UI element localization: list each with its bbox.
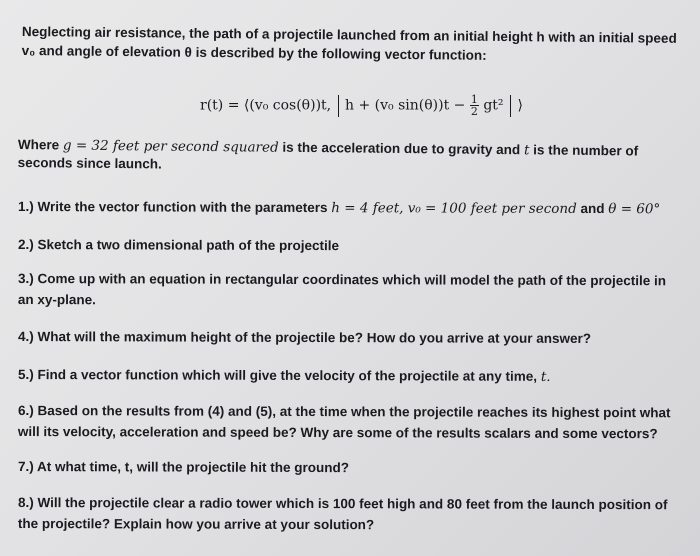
question-7-text: 7.) At what time, t, will the projectile hit the ground?: [17, 458, 350, 476]
where-paragraph: [18, 136, 688, 179]
intro-line-2: v₀ and angle of elevation θ is described by the following vector function:: [21, 42, 487, 63]
intro-paragraph: [22, 22, 692, 67]
question-8-line2: the projectile? Explain how you arrive at your solution?: [17, 515, 375, 533]
question-2-text: 2.) Sketch a two dimensional path of the projectile: [17, 236, 340, 254]
question-2: [18, 234, 688, 257]
question-3: [18, 268, 688, 312]
where-part2: is the acceleration due to gravity and: [282, 139, 521, 158]
question-1-text2: and: [580, 200, 605, 217]
question-4: [18, 326, 688, 349]
question-3-text: 3.) Come up with an equation in rectangular coordinates which will model the path of the projectile in: [17, 270, 667, 289]
question-5-text: 5.) Find a vector function which will give the velocity of the projectile at any time,: [17, 366, 538, 384]
question-7: [18, 456, 688, 479]
equation-close: ⟩: [517, 97, 523, 114]
question-1-text: 1.) Write the vector function with the parameters: [17, 198, 328, 216]
question-6-text: 6.) Based on the results from (4) and (5), at the time when the projectile reaches its highest point what: [17, 402, 671, 421]
equation-middle: h + (v₀ sin(θ))t −: [345, 97, 466, 114]
where-t-variable: t: [523, 142, 530, 159]
where-part1: Where: [17, 136, 60, 153]
question-5: [18, 364, 688, 388]
question-6: [18, 400, 688, 444]
equation-lhs: r(t) = ⟨(v₀ cos(θ))t,: [200, 97, 332, 114]
fraction-numerator: 1: [470, 93, 478, 106]
equation-bracket-right: [510, 95, 511, 117]
question-1: [18, 196, 688, 220]
question-6-line2: will its velocity, acceleration and speed be? Why are some of the results scalars and some vectors?: [17, 423, 658, 442]
where-part3: is the number of: [533, 142, 639, 159]
question-4-text: 4.) What will the maximum height of the projectile be? How do you arrive at your answer?: [17, 328, 592, 347]
question-8-text: 8.) Will the projectile clear a radio tower which is 100 feet high and 80 feet from the launch position of: [17, 494, 668, 513]
question-1-math2: θ = 60°: [608, 201, 661, 218]
where-line-2: seconds since launch.: [17, 154, 162, 172]
vector-function-equation: [200, 94, 523, 117]
equation-fraction: [470, 94, 479, 117]
question-5-math: t.: [540, 368, 551, 385]
fraction-denominator: 2: [470, 105, 478, 118]
question-3-line2: an xy-plane.: [17, 291, 96, 308]
equation-bracket-left: [338, 95, 339, 117]
intro-line-1: Neglecting air resistance, the path of a projectile launched from an initial height h with an initial speed: [21, 23, 677, 46]
question-8: [18, 492, 688, 536]
question-1-math: h = 4 feet, v₀ = 100 feet per second: [331, 200, 577, 217]
equation-tail: gt²: [483, 97, 504, 114]
where-g-expression: g = 32 feet per second squared: [62, 137, 279, 156]
